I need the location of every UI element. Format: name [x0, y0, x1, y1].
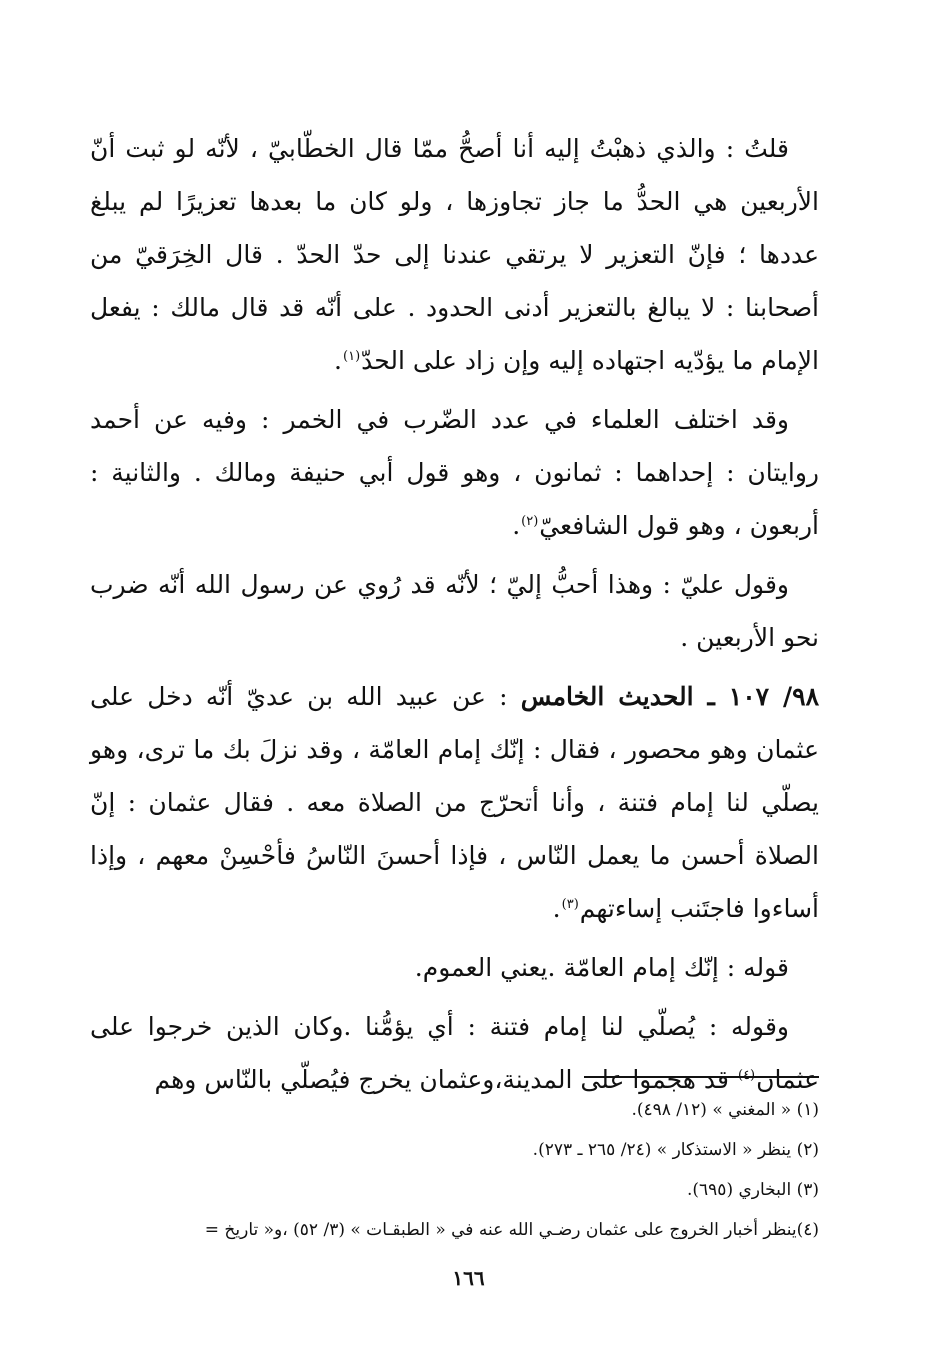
paragraph-ali-saying	[90, 558, 819, 664]
hadith-title: ٩٨/ ١٠٧ ـ الحديث الخامس	[520, 682, 819, 711]
paragraph-text: قلتُ : والذي ذهبْتُ إليه أنا أصحُّ ممّا قال الخطّابيّ ، لأنّه لو ثبت أنّ الأربعين هي الحدُّ ما جاز تجاوزها ، ولو كان ما بعدها تعزيرًا لم يبلغ عددها ؛ فإنّ التعزير لا يرتقي عندنا إلى حدّ الحدّ . قال الخِرَقيّ من أصحابنا : لا يبالغ بالتعزير أدنى الحدود . على أنّه قد قال مالك : يفعل الإمام ما يؤدّيه اجتهاده إليه وإن زاد على الحدّ	[90, 134, 819, 375]
paragraph-end: .	[512, 511, 521, 540]
footnote-3: (٣) البخاري (٦٩٥).	[686, 1180, 819, 1200]
hadith-text: : عن عبيد الله بن عديّ أنّه دخل على عثمان وهو محصور ، فقال : إنّك إمام العامّة ، وقد نزلَ بك ما ترى، وهو يصلّي لنا إمام فتنة ، وأنا أتحرّج من الصلاة معه . فقال عثمان : إنّ الصلاة أحسن ما يعمل النّاس ، فإذا أحسنَ النّاسُ فأحْسِنْ معهم ، وإذا أساءوا فاجتَنب إساءتهم	[90, 682, 819, 923]
commentary-1: قوله : إنّك إمام العامّة .يعني العموم.	[414, 953, 789, 982]
paragraph-scholars-differ	[90, 393, 819, 552]
footnote-marker-4[interactable]: (٤)	[737, 1068, 756, 1083]
hadith-end: .	[552, 894, 561, 923]
main-text	[90, 122, 819, 1112]
page-number: ١٦٦	[452, 1266, 485, 1290]
commentary-text-cont: قد هجموا على المدينة،وعثمان يخرج فيُصلّي بالنّاس وهم	[154, 1065, 737, 1094]
paragraph-author-opinion	[90, 122, 819, 387]
hadith-paragraph	[90, 670, 819, 935]
footnote-marker-1[interactable]: (١)	[343, 349, 361, 364]
footnote-marker-3[interactable]: (٣)	[561, 897, 579, 912]
footnote-1: (١) « المغني » (١٢/ ٤٩٨).	[631, 1100, 819, 1120]
paragraph-text: وقول عليّ : وهذا أحبُّ إليّ ؛ لأنّه قد رُوي عن رسول الله أنّه ضرب نحو الأربعين .	[90, 570, 819, 652]
footnote-4: (٤)ينظر أخبار الخروج على عثمان رضـي الله عنه في « الطبقـات » (٣/ ٥٢) ،و« تاريخ =	[204, 1220, 819, 1240]
footnote-marker-2[interactable]: (٢)	[521, 514, 539, 529]
footnote-divider	[584, 1076, 819, 1078]
footnote-2: (٢) ينظر « الاستذكار » (٢٤/ ٢٦٥ ـ ٢٧٣).	[532, 1140, 819, 1160]
paragraph-end: .	[334, 346, 342, 375]
commentary-text: وقوله : يُصلّي لنا إمام فتنة : أي يؤمُّنا .وكان الذين خرجوا على عثمان	[90, 1012, 819, 1094]
paragraph-text: وقد اختلف العلماء في عدد الضّرب في الخمر : وفيه عن أحمد روايتان : إحداهما : ثمانون ، وهو قول أبي حنيفة ومالك . والثانية : أربعون ، وهو قول الشافعيّ	[90, 405, 819, 540]
footnotes	[90, 1090, 819, 1250]
